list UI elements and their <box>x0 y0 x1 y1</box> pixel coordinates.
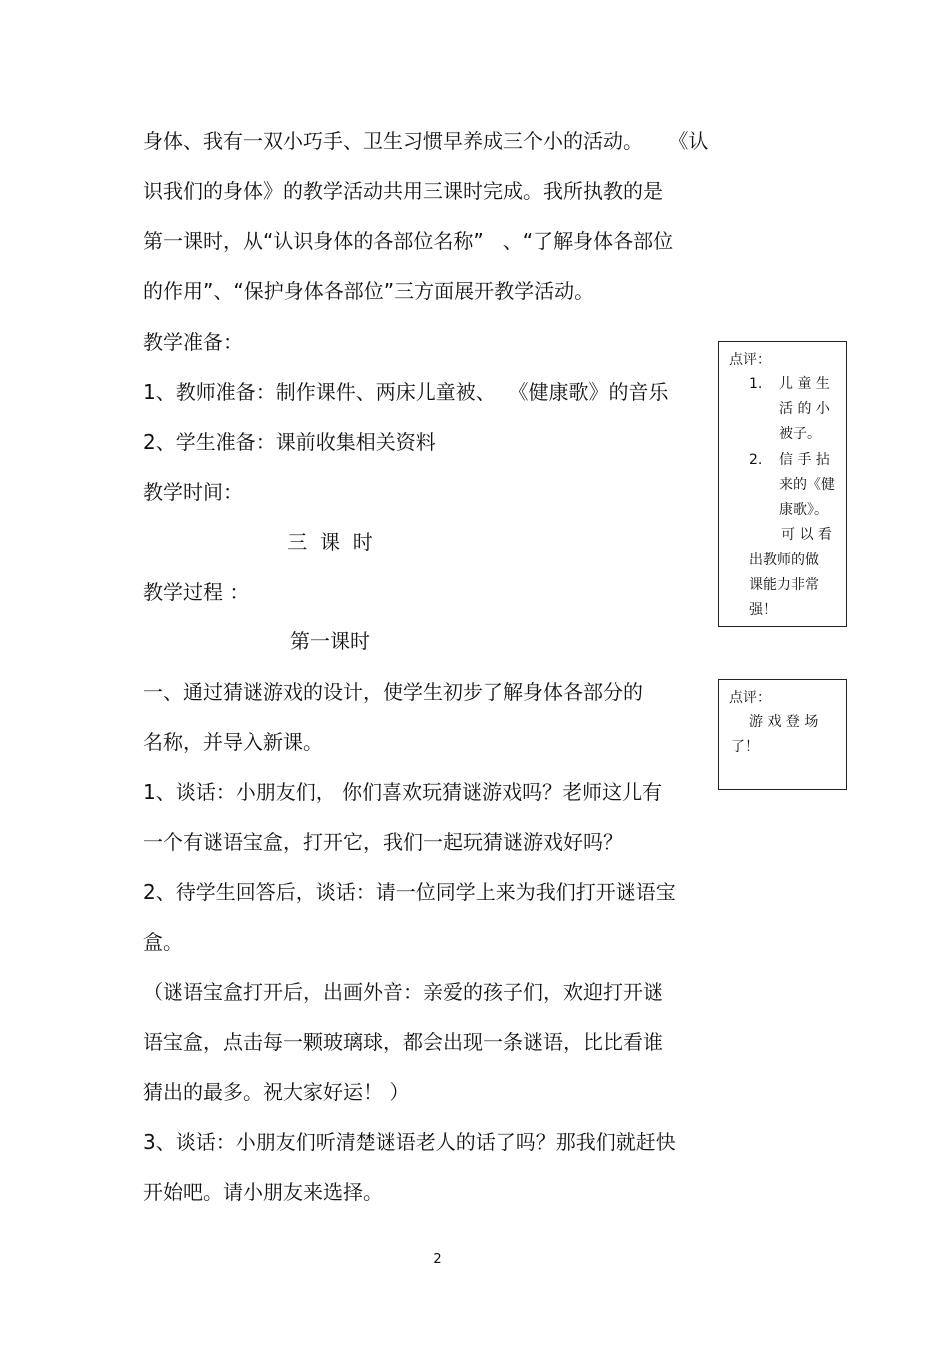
comment-text: 被子。 <box>779 426 821 442</box>
comment-text: 可 以 看 <box>781 527 832 543</box>
comment-text: 了！ <box>731 739 759 755</box>
body-text-line: 开始吧。请小朋友来选择。 <box>143 1180 383 1204</box>
body-text-line: 一个有谜语宝盒，打开它，我们一起玩猜谜游戏好吗？ <box>143 830 623 854</box>
comment-text: 活 的 小 <box>779 401 830 417</box>
body-text-line: 身体、我有一双小巧手、卫生习惯早养成三个小的活动。 《认 <box>143 129 709 153</box>
comment-text: 信 手 拈 <box>779 452 830 468</box>
comment-title: 点评： <box>729 352 771 368</box>
body-text-line: 盒。 <box>143 930 183 954</box>
body-text-line: 的作用”、“保护身体各部位”三方面展开教学活动。 <box>143 279 595 303</box>
body-text-line: 一、通过猜谜游戏的设计，使学生初步了解身体各部分的 <box>143 680 643 704</box>
comment-item-number: 2. <box>749 452 763 468</box>
comment-item-number: 1. <box>749 376 763 392</box>
comment-text: 课能力非常 <box>749 577 819 593</box>
comment-title: 点评： <box>729 690 771 706</box>
comment-text: 来的《健 <box>779 477 835 493</box>
comment-text: 游 戏 登 场 <box>749 714 819 730</box>
body-text-line: 猜出的最多。祝大家好运！ ） <box>143 1080 410 1104</box>
section-heading-process: 教学过程 ： <box>143 580 250 604</box>
page-number: 2 <box>433 1252 442 1267</box>
body-text-line: 语宝盒，点击每一颗玻璃球，都会出现一条谜语，比比看谁 <box>143 1030 663 1054</box>
body-text-line: 识我们的身体》的教学活动共用三课时完成。我所执教的是 <box>143 179 663 203</box>
lesson-title: 第一课时 <box>290 629 370 653</box>
comment-box-2 <box>718 679 847 790</box>
comment-text: 出教师的做 <box>749 552 819 568</box>
body-text-line: 1、教师准备：制作课件、两床儿童被、 《健康歌》的音乐 <box>143 380 669 404</box>
comment-box-1 <box>718 341 847 627</box>
comment-text: 儿 童 生 <box>779 376 830 392</box>
body-text-line: 名称，并导入新课。 <box>143 730 323 754</box>
comment-text: 康歌》。 <box>779 502 828 518</box>
body-text-line: 2、待学生回答后，谈话：请一位同学上来为我们打开谜语宝 <box>143 880 676 904</box>
body-text-line: （谜语宝盒打开后，出画外音：亲爱的孩子们，欢迎打开谜 <box>143 980 663 1004</box>
section-heading-time: 教学时间： <box>143 480 243 504</box>
comment-text: 强！ <box>749 602 777 618</box>
body-text-line: 3、谈话：小朋友们听清楚谜语老人的话了吗？那我们就赶快 <box>143 1130 676 1154</box>
class-hours-text: 三 课 时 <box>287 530 373 554</box>
section-heading-preparation: 教学准备： <box>143 330 243 354</box>
body-text-line: 第一课时，从“认识身体的各部位名称” 、“了解身体各部位 <box>143 229 674 253</box>
body-text-line: 2、学生准备：课前收集相关资料 <box>143 430 436 454</box>
body-text-line: 1、谈话：小朋友们， 你们喜欢玩猜谜游戏吗？老师这儿有 <box>143 780 663 804</box>
